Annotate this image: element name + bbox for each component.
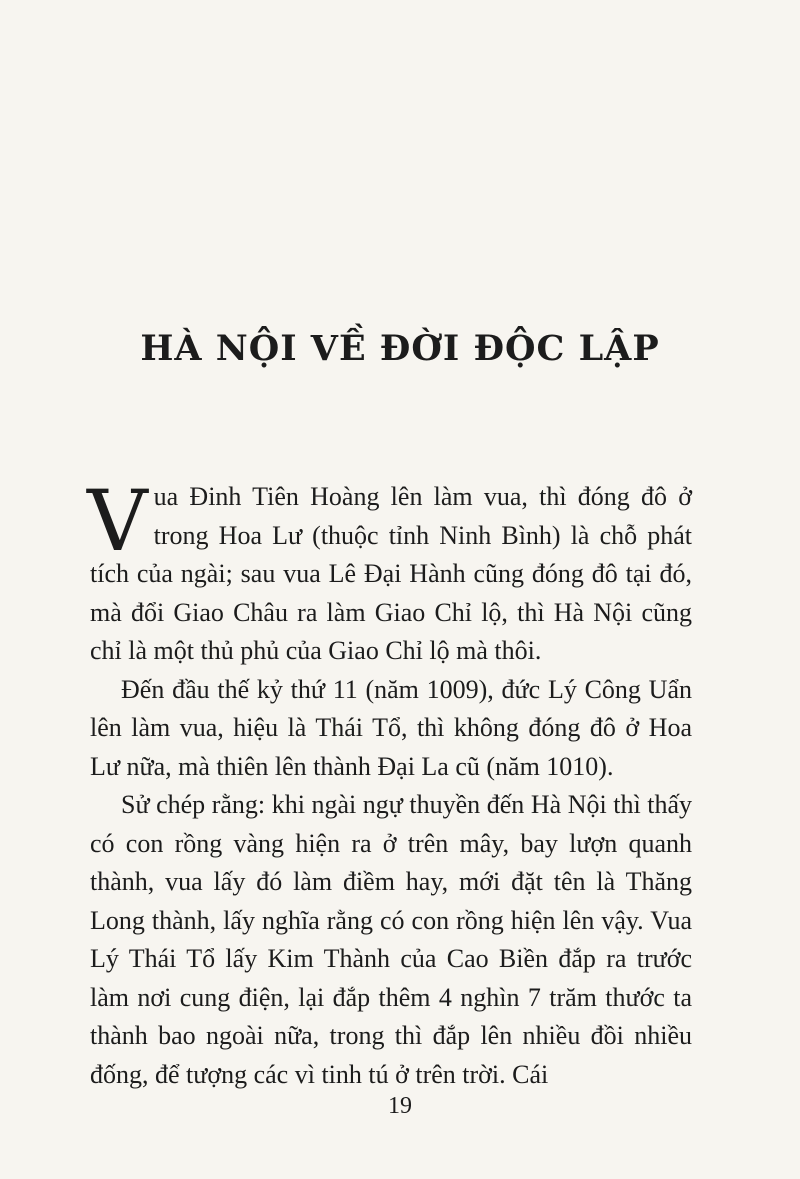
chapter-title: HÀ NỘI VỀ ĐỜI ĐỘC LẬP bbox=[140, 328, 660, 369]
page-number: 19 bbox=[388, 1093, 412, 1119]
body-text bbox=[87, 472, 692, 1094]
paragraph-3: Sử chép rằng: khi ngài ngự thuyền đến Hà Nội thì thấy có con rồng vàng hiện ra ở trên mây, bay lượn quanh thành, vua lấy đó làm điềm hay, mới đặt tên là Thăng Long thành, lấy nghĩa rằng có con rồng hiện lên vậy. Vua Lý Thái Tổ lấy Kim Thành của Cao Biền đắp ra trước làm nơi cung điện, lại đắp thêm 4 nghìn 7 trăm thước ta thành bao ngoài nữa, trong thì đắp lên nhiều đồi nhiều đống, để tượng các vì tinh tú ở trên trời. Cái bbox=[90, 790, 692, 1089]
paragraph-2: Đến đầu thế kỷ thứ 11 (năm 1009), đức Lý Công Uẩn lên làm vua, hiệu là Thái Tổ, thì không đóng đô ở Hoa Lư nữa, mà thiên lên thành Đại La cũ (năm 1010). bbox=[90, 674, 692, 781]
paragraph-1-text: ua Đinh Tiên Hoàng lên làm vua, thì đóng đô ở trong Hoa Lư (thuộc tỉnh Ninh Bình) là chỗ phát tích của ngài; sau vua Lê Đại Hành cũng đóng đô tại đó, mà đổi Giao Châu ra làm Giao Chỉ lộ, thì Hà Nội cũng chỉ là một thủ phủ của Giao Chỉ lộ mà thôi. bbox=[90, 482, 692, 665]
drop-cap: V bbox=[87, 472, 148, 570]
paragraph-1 bbox=[87, 472, 692, 671]
